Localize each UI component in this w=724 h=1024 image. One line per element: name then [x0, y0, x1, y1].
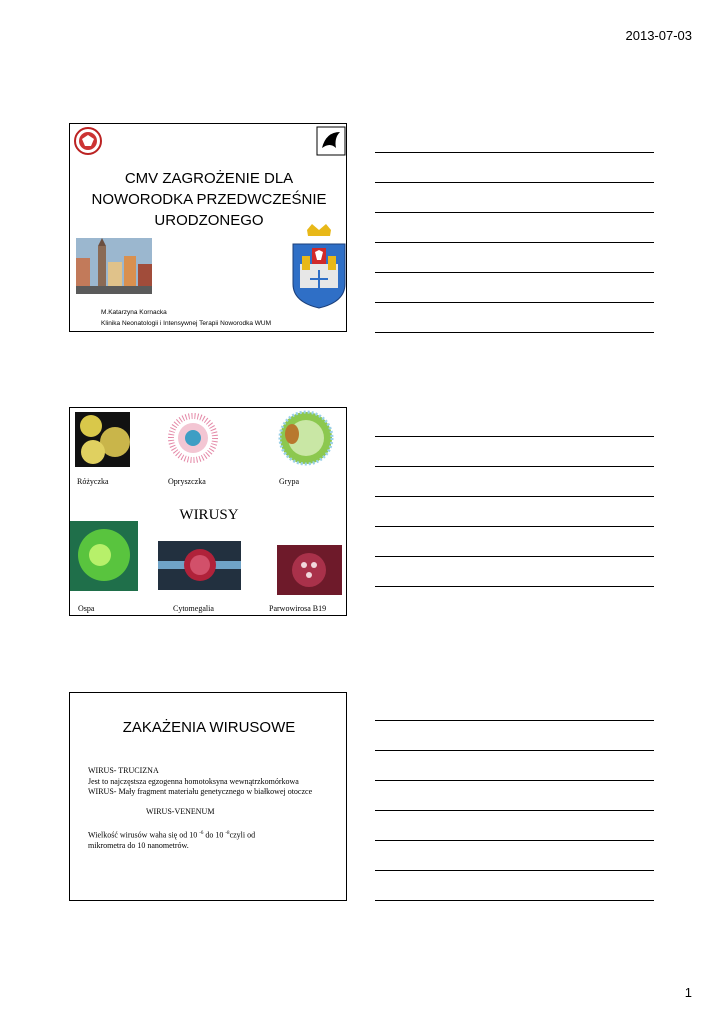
city-photo-image [76, 238, 152, 294]
herpes-virus-image [164, 410, 222, 466]
influenza-virus-image [275, 410, 335, 466]
label-parvovirus: Parwowirosa B19 [269, 604, 327, 613]
clinic-logo-icon [316, 126, 346, 156]
cytomegalovirus-image [158, 541, 241, 590]
print-date: 2013-07-03 [625, 28, 692, 43]
notes-lines-1 [375, 152, 654, 362]
label-chickenpox: Ospa [78, 604, 95, 613]
slide-2 [69, 407, 347, 616]
label-herpes: Opryszczka [168, 477, 206, 486]
slide-3-title: ZAKAŻENIA WIRUSOWE [122, 719, 296, 736]
rubella-virus-image [75, 412, 130, 467]
label-cytomegalia: Cytomegalia [173, 604, 214, 613]
notes-lines-2 [375, 436, 654, 616]
label-rubella: Różyczka [77, 477, 109, 486]
slide-1 [69, 123, 347, 332]
slide-3 [69, 692, 347, 901]
university-emblem-icon [72, 126, 104, 156]
city-coat-of-arms-icon [290, 224, 347, 310]
slide-3-body: WIRUS- TRUCIZNA Jest to najczęstsza egzogenna homotoksyna wewnątrzkomórkowa WIRUS- Mały fragment materiału genetycznego w białkowej otoczce WIRUS-VENENUM Wielkość wirusów waha się od 10 $^{-6}$ do 10 $^{-8}$czyli od mikrometra do 10 nanometrów. [88, 766, 313, 851]
parvovirus-b19-image [277, 545, 342, 595]
slide-2-heading: WIRUSY [179, 507, 239, 523]
page-number: 1 [684, 985, 692, 1000]
label-influenza: Grypa [279, 477, 299, 486]
chickenpox-virus-image [70, 521, 138, 591]
notes-lines-3 [375, 720, 654, 930]
slide-1-author: M.Katarzyna Kornacka Klinika Neonatologii i Intensywnej Terapii Noworodka WUM [101, 309, 272, 327]
slide-1-title: CMV ZAGROŻENIE DLA NOWORODKA PRZEDWCZEŚNIE URODZONEGO [91, 170, 327, 229]
